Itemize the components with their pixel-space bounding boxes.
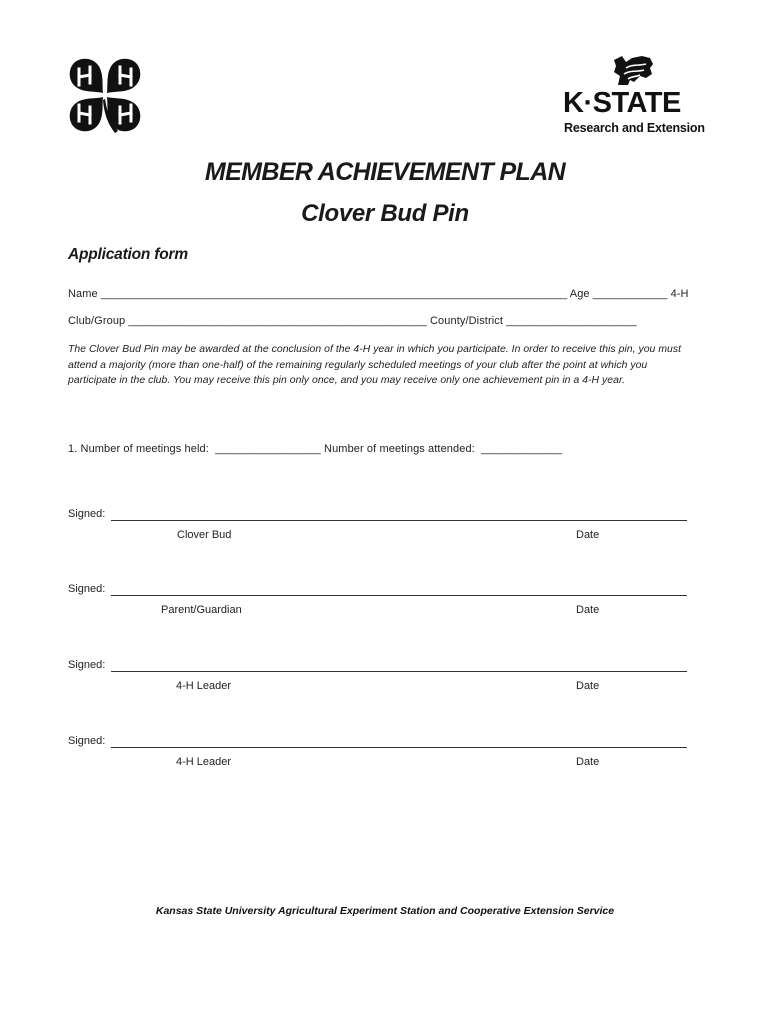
signed-label: Signed: <box>68 508 106 520</box>
club-county-field[interactable]: Club/Group ________________________________________________ County/District _____________________ <box>68 315 637 327</box>
wildcat-icon <box>612 54 654 86</box>
instructions-paragraph: The Clover Bud Pin may be awarded at the conclusion of the 4-H year in which you participate. In order to receive this pin, you must attend a majority (more than one-half) of the remaining regularly scheduled meetings of your club after the point at which you participate in the club. You may receive this pin only once, and you may receive only one achievement pin in a 4-H year. <box>68 344 682 386</box>
role-parent-guardian: Parent/Guardian <box>161 604 242 616</box>
role-clover-bud: Clover Bud <box>177 529 232 541</box>
signature-line-clover-bud[interactable] <box>111 520 687 521</box>
signed-label: Signed: <box>68 583 106 595</box>
date-label: Date <box>576 756 600 768</box>
role-4h-leader: 4-H Leader <box>176 680 232 692</box>
footer-text: Kansas State University Agricultural Experiment Station and Cooperative Extension Service <box>155 905 615 917</box>
kstate-subtitle: Research and Extension <box>564 121 705 135</box>
signature-line-parent[interactable] <box>111 595 687 596</box>
page-subtitle: Clover Bud Pin <box>301 200 469 227</box>
signed-label: Signed: <box>68 659 106 671</box>
signed-label: Signed: <box>68 735 106 747</box>
kstate-wordmark: K·STATE <box>563 87 681 119</box>
signature-line-leader-2[interactable] <box>111 747 687 748</box>
name-age-field[interactable]: Name ___________________________________________________________________________ Age ____________ 4-H <box>68 288 689 300</box>
date-label: Date <box>576 680 600 692</box>
meetings-field[interactable]: 1. Number of meetings held: _________________ Number of meetings attended: _____________ <box>68 443 562 455</box>
page-title: MEMBER ACHIEVEMENT PLAN <box>204 158 566 186</box>
role-4h-leader: 4-H Leader <box>176 756 232 768</box>
signature-line-leader-1[interactable] <box>111 671 687 672</box>
section-heading: Application form <box>68 246 188 263</box>
date-label: Date <box>576 604 600 616</box>
4h-clover-logo <box>66 55 144 135</box>
date-label: Date <box>576 529 600 541</box>
kstate-logo <box>562 54 707 138</box>
